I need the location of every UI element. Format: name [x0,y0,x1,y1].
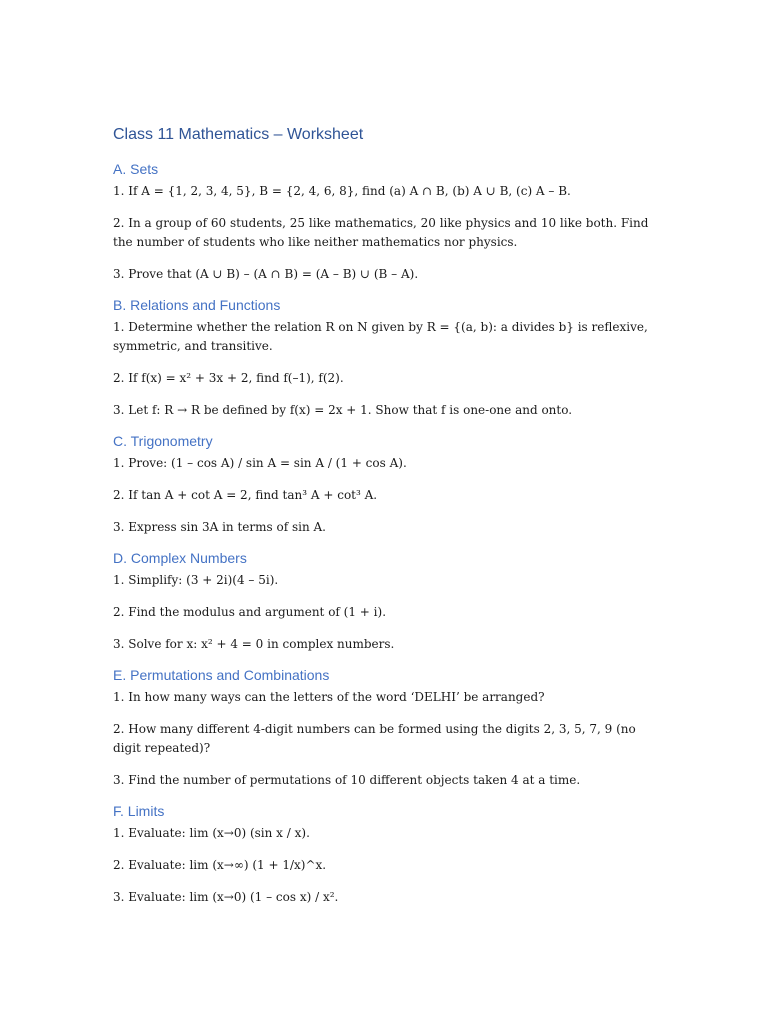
question: 3. Evaluate: lim (x→0) (1 – cos x) / x². [113,890,339,904]
question: 2. Evaluate: lim (x→∞) (1 + 1/x)^x. [113,858,327,872]
section-heading: E. Permutations and Combinations [113,667,330,683]
section-permutations-combinations [113,665,658,790]
question: 1. Evaluate: lim (x→0) (sin x / x). [113,826,310,840]
question: 2. Find the modulus and argument of (1 + i). [113,605,387,619]
question: 1. Prove: (1 – cos A) / sin A = sin A / (1 + cos A). [113,456,407,470]
question: 1. In how many ways can the letters of the word ‘DELHI’ be arranged? [113,690,545,704]
section-heading: C. Trigonometry [113,433,213,449]
question: 2. How many different 4-digit numbers can be formed using the digits 2, 3, 5, 7, 9 (no digit repeated)? [113,722,636,755]
worksheet-page [113,124,658,918]
section-heading: D. Complex Numbers [113,550,247,566]
question: 1. If A = {1, 2, 3, 4, 5}, B = {2, 4, 6, 8}, find (a) A ∩ B, (b) A ∪ B, (c) A – B. [113,184,571,198]
question: 3. Prove that (A ∪ B) – (A ∩ B) = (A – B) ∪ (B – A). [113,267,419,281]
section-relations-functions [113,295,658,420]
question: 3. Find the number of permutations of 10 different objects taken 4 at a time. [113,773,581,787]
section-heading: A. Sets [113,161,159,177]
section-heading: F. Limits [113,803,165,819]
question: 3. Express sin 3A in terms of sin A. [113,520,326,534]
section-heading: B. Relations and Functions [113,297,281,313]
question: 3. Solve for x: x² + 4 = 0 in complex numbers. [113,637,395,651]
question: 1. Determine whether the relation R on N given by R = {(a, b): a divides b} is reflexive, symmetric, and transitive. [113,320,648,353]
question: 3. Let f: R → R be defined by f(x) = 2x + 1. Show that f is one-one and onto. [113,403,573,417]
section-sets [113,159,658,284]
section-complex-numbers [113,548,658,654]
section-limits [113,801,658,907]
question: 2. If f(x) = x² + 3x + 2, find f(–1), f(2). [113,371,344,385]
page-title: Class 11 Mathematics – Worksheet [113,126,364,143]
question: 1. Simplify: (3 + 2i)(4 – 5i). [113,573,279,587]
section-trigonometry [113,431,658,537]
question: 2. If tan A + cot A = 2, find tan³ A + cot³ A. [113,488,378,502]
question: 2. In a group of 60 students, 25 like mathematics, 20 like physics and 10 like both. Find the number of students who like neither mathematics nor physics. [113,216,649,249]
